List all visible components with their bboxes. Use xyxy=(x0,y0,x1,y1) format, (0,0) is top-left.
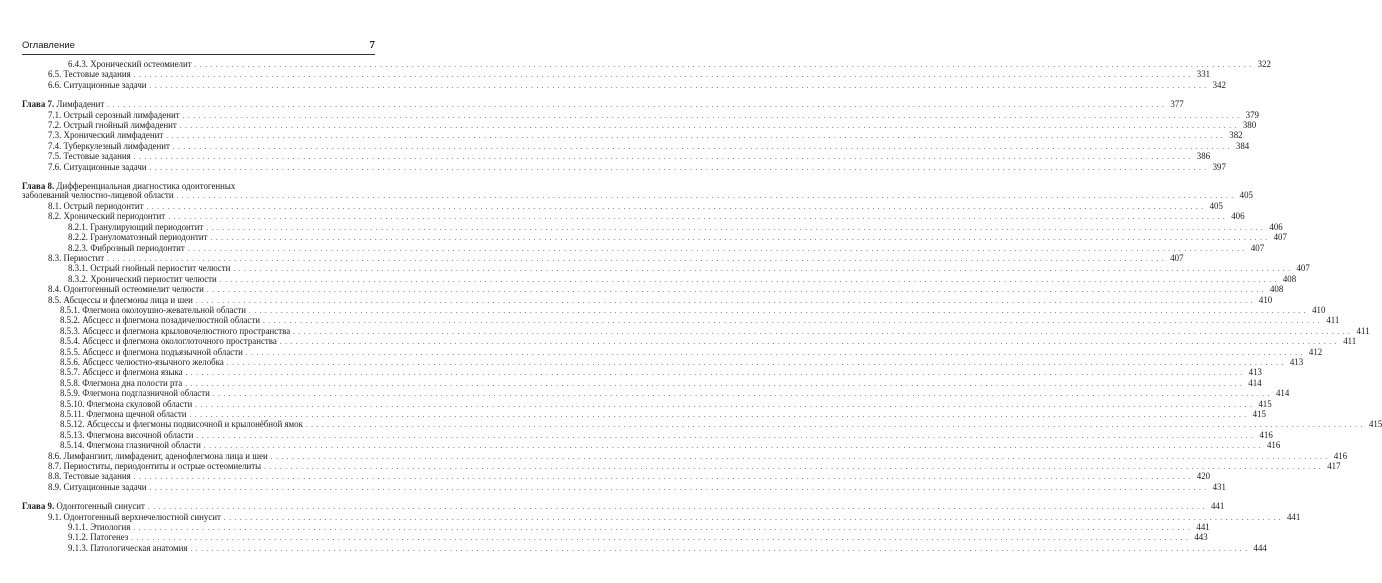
dot-leader: . . . . . . . . . . . . . . . . . . . . . . . . . . . . . . . . . . . . . . . . . . . . . . . . . . . . . . . . . . . . . . . . . . . . . . . . . . . . . . . . . . . . . . . . . . . . . . . . . . . . . . . . . . . . . . . . . . . . . . . . . . . . . . . . . . . . . . . . . . . . . . . . . . . . . . . . . . . . . . . . . . . . . . . . . . . . . . . . . . . . . . . . . . . . . . . . . . . . . . . . xyxy=(131,534,1189,543)
toc-entry[interactable] xyxy=(22,336,1357,347)
toc-entry-label: 8.2.3. Фиброзный периодонтит xyxy=(68,242,185,253)
toc-page-number: 410 xyxy=(1312,304,1326,315)
toc-entry-label: 8.3.2. Хронический периостит челюсти xyxy=(68,273,217,284)
toc-entry-label: 6.6. Ситуационные задачи xyxy=(48,79,147,90)
dot-leader: . . . . . . . . . . . . . . . . . . . . . . . . . . . . . . . . . . . . . . . . . . . . . . . . . . . . . . . . . . . . . . . . . . . . . . . . . . . . . . . . . . . . . . . . . . . . . . . . . . . . . . . . . . . . . . . . . . . . . . . . . . . . . . . . . . . . . . . . . . . . . . . . . . . . . . . . . . . . . . . . . . . . . . . . . . . . . . . . . . . . . . . . . . . . . . . . . . . . . . . . xyxy=(182,111,1240,120)
toc-page-number: 411 xyxy=(1326,315,1340,326)
dot-leader: . . . . . . . . . . . . . . . . . . . . . . . . . . . . . . . . . . . . . . . . . . . . . . . . . . . . . . . . . . . . . . . . . . . . . . . . . . . . . . . . . . . . . . . . . . . . . . . . . . . . . . . . . . . . . . . . . . . . . . . . . . . . . . . . . . . . . . . . . . . . . . . . . . . . . . . . . . . . . . . . . . . . . . . . . . . . . . . . . . . . . . . . . . . . . . . . . . . . . . . . xyxy=(187,244,1246,253)
page-number: 7 xyxy=(369,39,375,51)
chapter-number: Глава 9. xyxy=(22,501,55,512)
dot-leader: . . . . . . . . . . . . . . . . . . . . . . . . . . . . . . . . . . . . . . . . . . . . . . . . . . . . . . . . . . . . . . . . . . . . . . . . . . . . . . . . . . . . . . . . . . . . . . . . . . . . . . . . . . . . . . . . . . . . . . . . . . . . . . . . . . . . . . . . . . . . . . . . . . . . . . . . . . . . . . . . . . . . . . . . . . . . . . . . . . . . . . . . . . . . . . . . . . . . . . . . xyxy=(133,473,1192,482)
dot-leader: . . . . . . . . . . . . . . . . . . . . . . . . . . . . . . . . . . . . . . . . . . . . . . . . . . . . . . . . . . . . . . . . . . . . . . . . . . . . . . . . . . . . . . . . . . . . . . . . . . . . . . . . . . . . . . . . . . . . . . . . . . . . . . . . . . . . . . . . . . . . . . . . . . . . . . . . . . . . . . . . . . . . . . . . . . . . . . . . . . . . . . . . . . . . . . . . . . . . . . . . xyxy=(195,296,1254,305)
dot-leader: . . . . . . . . . . . . . . . . . . . . . . . . . . . . . . . . . . . . . . . . . . . . . . . . . . . . . . . . . . . . . . . . . . . . . . . . . . . . . . . . . . . . . . . . . . . . . . . . . . . . . . . . . . . . . . . . . . . . . . . . . . . . . . . . . . . . . . . . . . . . . . . . . . . . . . . . . . . . . . . . . . . . . . . . . . . . . . . . . . . . . . . . . . . . . . . . . . . . . . . . xyxy=(107,254,1165,263)
toc-page-number: 406 xyxy=(1269,221,1283,232)
dot-leader: . . . . . . . . . . . . . . . . . . . . . . . . . . . . . . . . . . . . . . . . . . . . . . . . . . . . . . . . . . . . . . . . . . . . . . . . . . . . . . . . . . . . . . . . . . . . . . . . . . . . . . . . . . . . . . . . . . . . . . . . . . . . . . . . . . . . . . . . . . . . . . . . . . . . . . . . . . . . . . . . . . . . . . . . . . . . . . . . . . . . . . . . . . . . . . . . . . . . . . . . xyxy=(185,379,1243,388)
toc-entry-label: 8.2.2. Грануломатозный периодонтит xyxy=(68,232,208,243)
dot-leader: . . . . . . . . . . . . . . . . . . . . . . . . . . . . . . . . . . . . . . . . . . . . . . . . . . . . . . . . . . . . . . . . . . . . . . . . . . . . . . . . . . . . . . . . . . . . . . . . . . . . . . . . . . . . . . . . . . . . . . . . . . . . . . . . . . . . . . . . . . . . . . . . . . . . . . . . . . . . . . . . . . . . . . . . . . . . . . . . . . . . . . . . . . . . . . . . . . . . . . . . xyxy=(206,223,1264,232)
dot-leader: . . . . . . . . . . . . . . . . . . . . . . . . . . . . . . . . . . . . . . . . . . . . . . . . . . . . . . . . . . . . . . . . . . . . . . . . . . . . . . . . . . . . . . . . . . . . . . . . . . . . . . . . . . . . . . . . . . . . . . . . . . . . . . . . . . . . . . . . . . . . . . . . . . . . . . . . . . . . . . . . . . . . . . . . . . . . . . . . . . . . . . . . . . . . . . . . . . . . . . . . xyxy=(226,358,1285,367)
toc-entry[interactable] xyxy=(22,232,1287,243)
running-header-title: Оглавление xyxy=(22,40,75,51)
toc-entry[interactable] xyxy=(22,161,1226,173)
toc-entry-label: 9.1.2. Патогенез xyxy=(68,532,129,543)
dot-leader: . . . . . . . . . . . . . . . . . . . . . . . . . . . . . . . . . . . . . . . . . . . . . . . . . . . . . . . . . . . . . . . . . . . . . . . . . . . . . . . . . . . . . . . . . . . . . . . . . . . . . . . . . . . . . . . . . . . . . . . . . . . . . . . . . . . . . . . . . . . . . . . . . . . . . . . . . . . . . . . . . . . . . . . . . . . . . . . . . . . . . . . . . . . . . . . . . . . . . . . . xyxy=(107,101,1165,110)
toc-entry[interactable] xyxy=(22,542,1267,554)
dot-leader: . . . . . . . . . . . . . . . . . . . . . . . . . . . . . . . . . . . . . . . . . . . . . . . . . . . . . . . . . . . . . . . . . . . . . . . . . . . . . . . . . . . . . . . . . . . . . . . . . . . . . . . . . . . . . . . . . . . . . . . . . . . . . . . . . . . . . . . . . . . . . . . . . . . . . . . . . . . . . . . . . . . . . . . . . . . . . . . . . . . . . . . . . . . . . . . . . . . . . . . . xyxy=(179,122,1238,131)
dot-leader: . . . . . . . . . . . . . . . . . . . . . . . . . . . . . . . . . . . . . . . . . . . . . . . . . . . . . . . . . . . . . . . . . . . . . . . . . . . . . . . . . . . . . . . . . . . . . . . . . . . . . . . . . . . . . . . . . . . . . . . . . . . . . . . . . . . . . . . . . . . . . . . . . . . . . . . . . . . . . . . . . . . . . . . . . . . . . . . . . . . . . . . . . . . . . . . . . . . . . . . . xyxy=(219,275,1278,284)
toc-entry-label: 8.9. Ситуационные задачи xyxy=(48,481,147,492)
running-header xyxy=(22,40,375,55)
toc-entry-label: 8.5.13. Флегмона височной области xyxy=(60,429,194,440)
dot-leader: . . . . . . . . . . . . . . . . . . . . . . . . . . . . . . . . . . . . . . . . . . . . . . . . . . . . . . . . . . . . . . . . . . . . . . . . . . . . . . . . . . . . . . . . . . . . . . . . . . . . . . . . . . . . . . . . . . . . . . . . . . . . . . . . . . . . . . . . . . . . . . . . . . . . . . . . . . . . . . . . . . . . . . . . . . . . . . . . . . . . . . . . . . . . . . . . . . . . . . . . xyxy=(305,421,1364,430)
toc-entry-label: 8.5.4. Абсцесс и флегмона окологлоточного пространства xyxy=(60,336,277,347)
toc-entry-label: 8.6. Лимфангиит, лимфаденит, аденофлегмона лица и шеи xyxy=(48,450,268,461)
toc-entry[interactable] xyxy=(22,79,1226,91)
toc-page-number: 431 xyxy=(1212,481,1226,492)
toc-entry-label: 9.1.3. Патологическая анатомия xyxy=(68,542,188,553)
toc-page-number: 410 xyxy=(1258,294,1273,305)
dot-leader: . . . . . . . . . . . . . . . . . . . . . . . . . . . . . . . . . . . . . . . . . . . . . . . . . . . . . . . . . . . . . . . . . . . . . . . . . . . . . . . . . . . . . . . . . . . . . . . . . . . . . . . . . . . . . . . . . . . . . . . . . . . . . . . . . . . . . . . . . . . . . . . . . . . . . . . . . . . . . . . . . . . . . . . . . . . . . . . . . . . . . . . . . . . . . . . . . . . . . . . . xyxy=(189,411,1247,419)
toc-page-number: 416 xyxy=(1259,429,1273,440)
toc-entry-label: 8.3.1. Острый гнойный периостит челюсти xyxy=(68,263,231,274)
chapter-number: Глава 7. xyxy=(22,99,55,110)
toc-page-number: 415 xyxy=(1252,409,1266,419)
dot-leader: . . . . . . . . . . . . . . . . . . . . . . . . . . . . . . . . . . . . . . . . . . . . . . . . . . . . . . . . . . . . . . . . . . . . . . . . . . . . . . . . . . . . . . . . . . . . . . . . . . . . . . . . . . . . . . . . . . . . . . . . . . . . . . . . . . . . . . . . . . . . . . . . . . . . . . . . . . . . . . . . . . . . . . . . . . . . . . . . . . . . . . . . . . . . . . . . . . . . . . . . xyxy=(249,306,1307,315)
dot-leader: . . . . . . . . . . . . . . . . . . . . . . . . . . . . . . . . . . . . . . . . . . . . . . . . . . . . . . . . . . . . . . . . . . . . . . . . . . . . . . . . . . . . . . . . . . . . . . . . . . . . . . . . . . . . . . . . . . . . . . . . . . . . . . . . . . . . . . . . . . . . . . . . . . . . . . . . . . . . . . . . . . . . . . . . . . . . . . . . . . . . . . . . . . . . . . . . . . . . . . . . xyxy=(133,524,1191,533)
toc-entry-label: 8.7. Периоститы, периодонтиты и острые остеомиелиты xyxy=(48,461,262,472)
toc-page-number: 420 xyxy=(1196,471,1211,482)
dot-leader: . . . . . . . . . . . . . . . . . . . . . . . . . . . . . . . . . . . . . . . . . . . . . . . . . . . . . . . . . . . . . . . . . . . . . . . . . . . . . . . . . . . . . . . . . . . . . . . . . . . . . . . . . . . . . . . . . . . . . . . . . . . . . . . . . . . . . . . . . . . . . . . . . . . . . . . . . . . . . . . . . . . . . . . . . . . . . . . . . . . . . . . . . . . . . . . . . . . . . . . . xyxy=(210,234,1268,243)
dot-leader: . . . . . . . . . . . . . . . . . . . . . . . . . . . . . . . . . . . . . . . . . . . . . . . . . . . . . . . . . . . . . . . . . . . . . . . . . . . . . . . . . . . . . . . . . . . . . . . . . . . . . . . . . . . . . . . . . . . . . . . . . . . . . . . . . . . . . . . . . . . . . . . . . . . . . . . . . . . . . . . . . . . . . . . . . . . . . . . . . . . . . . . . . . . . . . . . . . . . . . . . xyxy=(168,213,1226,222)
toc-entry-label: заболеваний челюстно-лицевой области xyxy=(22,190,174,201)
dot-leader: . . . . . . . . . . . . . . . . . . . . . . . . . . . . . . . . . . . . . . . . . . . . . . . . . . . . . . . . . . . . . . . . . . . . . . . . . . . . . . . . . . . . . . . . . . . . . . . . . . . . . . . . . . . . . . . . . . . . . . . . . . . . . . . . . . . . . . . . . . . . . . . . . . . . . . . . . . . . . . . . . . . . . . . . . . . . . . . . . . . . . . . . . . . . . . . . . . . . . . . . xyxy=(270,452,1329,461)
toc-page-number: 444 xyxy=(1253,542,1267,553)
toc-page-number: 416 xyxy=(1333,450,1348,461)
toc-page-number: 407 xyxy=(1250,242,1265,253)
dot-leader: . . . . . . . . . . . . . . . . . . . . . . . . . . . . . . . . . . . . . . . . . . . . . . . . . . . . . . . . . . . . . . . . . . . . . . . . . . . . . . . . . . . . . . . . . . . . . . . . . . . . . . . . . . . . . . . . . . . . . . . . . . . . . . . . . . . . . . . . . . . . . . . . . . . . . . . . . . . . . . . . . . . . . . . . . . . . . . . . . . . . . . . . . . . . . . . . . . . . . . . . xyxy=(195,400,1253,409)
toc-page-number: 441 xyxy=(1196,522,1210,533)
toc-page-number: 406 xyxy=(1231,211,1245,222)
toc-entry-label: 7.2. Острый гнойный лимфаденит xyxy=(48,120,177,131)
dot-leader: . . . . . . . . . . . . . . . . . . . . . . . . . . . . . . . . . . . . . . . . . . . . . . . . . . . . . . . . . . . . . . . . . . . . . . . . . . . . . . . . . . . . . . . . . . . . . . . . . . . . . . . . . . . . . . . . . . . . . . . . . . . . . . . . . . . . . . . . . . . . . . . . . . . . . . . . . . . . . . . . . . . . . . . . . . . . . . . . . . . . . . . . . . . . . . . . . . . . . . . . xyxy=(203,442,1262,451)
dot-leader: . . . . . . . . . . . . . . . . . . . . . . . . . . . . . . . . . . . . . . . . . . . . . . . . . . . . . . . . . . . . . . . . . . . . . . . . . . . . . . . . . . . . . . . . . . . . . . . . . . . . . . . . . . . . . . . . . . . . . . . . . . . . . . . . . . . . . . . . . . . . . . . . . . . . . . . . . . . . . . . . . . . . . . . . . . . . . . . . . . . . . . . . . . . . . . . . . . . . . . . . xyxy=(133,71,1192,80)
dot-leader: . . . . . . . . . . . . . . . . . . . . . . . . . . . . . . . . . . . . . . . . . . . . . . . . . . . . . . . . . . . . . . . . . . . . . . . . . . . . . . . . . . . . . . . . . . . . . . . . . . . . . . . . . . . . . . . . . . . . . . . . . . . . . . . . . . . . . . . . . . . . . . . . . . . . . . . . . . . . . . . . . . . . . . . . . . . . . . . . . . . . . . . . . . . . . . . . . . . . . . . . xyxy=(245,348,1304,357)
toc-page-number: 407 xyxy=(1296,263,1310,274)
toc-page-number: 443 xyxy=(1194,532,1208,543)
toc-entry-label: 8.8. Тестовые задания xyxy=(48,471,131,482)
toc-entry-label: 8.5.11. Флегмона щечной области xyxy=(60,409,187,419)
dot-leader: . . . . . . . . . . . . . . . . . . . . . . . . . . . . . . . . . . . . . . . . . . . . . . . . . . . . . . . . . . . . . . . . . . . . . . . . . . . . . . . . . . . . . . . . . . . . . . . . . . . . . . . . . . . . . . . . . . . . . . . . . . . . . . . . . . . . . . . . . . . . . . . . . . . . . . . . . . . . . . . . . . . . . . . . . . . . . . . . . . . . . . . . . . . . . . . . . . . . . . . . xyxy=(223,513,1282,522)
toc-entry-label: 7.5. Тестовые задания xyxy=(48,151,131,162)
toc-entry-label: 7.3. Хронический лимфаденит xyxy=(48,130,164,141)
toc-page-number: 417 xyxy=(1327,461,1341,472)
toc-page-number: 331 xyxy=(1196,69,1211,80)
toc-entry-label: 6.5. Тестовые задания xyxy=(48,69,131,80)
toc-page-number: 412 xyxy=(1308,346,1323,357)
toc-entry-label: 8.2. Хронический периодонтит xyxy=(48,211,166,222)
toc-entry-label: 9.1.1. Этиология xyxy=(68,522,131,533)
toc-page-number: 441 xyxy=(1286,511,1301,522)
toc-page-number: 408 xyxy=(1282,273,1297,284)
toc-entry-label xyxy=(22,100,105,109)
dot-leader: . . . . . . . . . . . . . . . . . . . . . . . . . . . . . . . . . . . . . . . . . . . . . . . . . . . . . . . . . . . . . . . . . . . . . . . . . . . . . . . . . . . . . . . . . . . . . . . . . . . . . . . . . . . . . . . . . . . . . . . . . . . . . . . . . . . . . . . . . . . . . . . . . . . . . . . . . . . . . . . . . . . . . . . . . . . . . . . . . . . . . . . . . . . . . . . . . . . . . . . . xyxy=(185,369,1243,378)
toc-page-number: 411 xyxy=(1356,325,1370,336)
toc-entry-label: 9.1. Одонтогенный верхнечелюстной синусит xyxy=(48,511,221,522)
toc-entry-label: 8.2.1. Гранулирующий периодонтит xyxy=(68,221,204,232)
toc-page-number: 405 xyxy=(1239,190,1253,201)
toc-page-number: 397 xyxy=(1212,161,1226,172)
toc-page-number: 415 xyxy=(1258,398,1272,409)
toc-entry-label: 8.4. Одонтогенный остеомиелит челюсти xyxy=(48,284,204,295)
toc-entry-label: 8.5.9. Флегмона подглазничной области xyxy=(60,388,210,399)
toc-entry-label: 7.6. Ситуационные задачи xyxy=(48,161,147,172)
dot-leader: . . . . . . . . . . . . . . . . . . . . . . . . . . . . . . . . . . . . . . . . . . . . . . . . . . . . . . . . . . . . . . . . . . . . . . . . . . . . . . . . . . . . . . . . . . . . . . . . . . . . . . . . . . . . . . . . . . . . . . . . . . . . . . . . . . . . . . . . . . . . . . . . . . . . . . . . . . . . . . . . . . . . . . . . . . . . . . . . . . . . . . . . . . . . . . . . . . . . . . . . xyxy=(176,192,1234,201)
toc-entry-label: 8.5.2. Абсцесс и флегмона позадичелюстной области xyxy=(60,315,260,326)
dot-leader: . . . . . . . . . . . . . . . . . . . . . . . . . . . . . . . . . . . . . . . . . . . . . . . . . . . . . . . . . . . . . . . . . . . . . . . . . . . . . . . . . . . . . . . . . . . . . . . . . . . . . . . . . . . . . . . . . . . . . . . . . . . . . . . . . . . . . . . . . . . . . . . . . . . . . . . . . . . . . . . . . . . . . . . . . . . . . . . . . . . . . . . . . . . . . . . . . . . . . . . . xyxy=(279,338,1338,347)
toc-page-number: 384 xyxy=(1235,140,1250,151)
dot-leader: . . . . . . . . . . . . . . . . . . . . . . . . . . . . . . . . . . . . . . . . . . . . . . . . . . . . . . . . . . . . . . . . . . . . . . . . . . . . . . . . . . . . . . . . . . . . . . . . . . . . . . . . . . . . . . . . . . . . . . . . . . . . . . . . . . . . . . . . . . . . . . . . . . . . . . . . . . . . . . . . . . . . . . . . . . . . . . . . . . . . . . . . . . . . . . . . . . . . . . . . xyxy=(166,132,1224,141)
chapter-number: Глава 8. xyxy=(22,181,55,192)
toc-page-number: 408 xyxy=(1269,284,1284,295)
dot-leader: . . . . . . . . . . . . . . . . . . . . . . . . . . . . . . . . . . . . . . . . . . . . . . . . . . . . . . . . . . . . . . . . . . . . . . . . . . . . . . . . . . . . . . . . . . . . . . . . . . . . . . . . . . . . . . . . . . . . . . . . . . . . . . . . . . . . . . . . . . . . . . . . . . . . . . . . . . . . . . . . . . . . . . . . . . . . . . . . . . . . . . . . . . . . . . . . . . . . . . . . xyxy=(133,153,1192,162)
toc-page-number: 386 xyxy=(1196,151,1211,162)
toc-page-number: 407 xyxy=(1273,232,1287,243)
toc-entry-label: 8.5.5. Абсцесс и флегмона подъязычной области xyxy=(60,346,243,357)
chapter-title: Одонтогенный синусит xyxy=(54,501,145,512)
dot-leader: . . . . . . . . . . . . . . . . . . . . . . . . . . . . . . . . . . . . . . . . . . . . . . . . . . . . . . . . . . . . . . . . . . . . . . . . . . . . . . . . . . . . . . . . . . . . . . . . . . . . . . . . . . . . . . . . . . . . . . . . . . . . . . . . . . . . . . . . . . . . . . . . . . . . . . . . . . . . . . . . . . . . . . . . . . . . . . . . . . . . . . . . . . . . . . . . . . . . . . . . xyxy=(147,503,1206,512)
toc-entry-label: 8.5.3. Абсцесс и флегмона крыловочелюстного пространства xyxy=(60,325,291,336)
toc-entry-label: 8.5. Абсцессы и флегмоны лица и шеи xyxy=(48,294,193,305)
toc-page-number: 322 xyxy=(1257,59,1271,69)
toc-entry-label: 7.1. Острый серозный лимфаденит xyxy=(48,109,180,120)
dot-leader: . . . . . . . . . . . . . . . . . . . . . . . . . . . . . . . . . . . . . . . . . . . . . . . . . . . . . . . . . . . . . . . . . . . . . . . . . . . . . . . . . . . . . . . . . . . . . . . . . . . . . . . . . . . . . . . . . . . . . . . . . . . . . . . . . . . . . . . . . . . . . . . . . . . . . . . . . . . . . . . . . . . . . . . . . . . . . . . . . . . . . . . . . . . . . . . . . . . . . . . . xyxy=(196,431,1254,440)
dot-leader: . . . . . . . . . . . . . . . . . . . . . . . . . . . . . . . . . . . . . . . . . . . . . . . . . . . . . . . . . . . . . . . . . . . . . . . . . . . . . . . . . . . . . . . . . . . . . . . . . . . . . . . . . . . . . . . . . . . . . . . . . . . . . . . . . . . . . . . . . . . . . . . . . . . . . . . . . . . . . . . . . . . . . . . . . . . . . . . . . . . . . . . . . . . . . . . . . . . . . . . . xyxy=(149,163,1207,172)
toc-entry-label: 8.1. Острый периодонтит xyxy=(48,200,144,211)
toc-page-number: 413 xyxy=(1248,367,1262,378)
toc-page-number: 415 xyxy=(1368,419,1382,430)
toc-page-number: 416 xyxy=(1266,440,1281,451)
dot-leader: . . . . . . . . . . . . . . . . . . . . . . . . . . . . . . . . . . . . . . . . . . . . . . . . . . . . . . . . . . . . . . . . . . . . . . . . . . . . . . . . . . . . . . . . . . . . . . . . . . . . . . . . . . . . . . . . . . . . . . . . . . . . . . . . . . . . . . . . . . . . . . . . . . . . . . . . . . . . . . . . . . . . . . . . . . . . . . . . . . . . . . . . . . . . . . . . . . . . . . . . xyxy=(262,317,1321,326)
toc-entry-label: 8.5.14. Флегмона глазничной области xyxy=(60,440,201,451)
toc-page-number: 405 xyxy=(1209,200,1223,211)
dot-leader: . . . . . . . . . . . . . . . . . . . . . . . . . . . . . . . . . . . . . . . . . . . . . . . . . . . . . . . . . . . . . . . . . . . . . . . . . . . . . . . . . . . . . . . . . . . . . . . . . . . . . . . . . . . . . . . . . . . . . . . . . . . . . . . . . . . . . . . . . . . . . . . . . . . . . . . . . . . . . . . . . . . . . . . . . . . . . . . . . . . . . . . . . . . . . . . . . . . . . . . . xyxy=(293,327,1351,336)
chapter-title: Дифференциальная диагностика одонтогенных xyxy=(54,181,236,192)
dot-leader: . . . . . . . . . . . . . . . . . . . . . . . . . . . . . . . . . . . . . . . . . . . . . . . . . . . . . . . . . . . . . . . . . . . . . . . . . . . . . . . . . . . . . . . . . . . . . . . . . . . . . . . . . . . . . . . . . . . . . . . . . . . . . . . . . . . . . . . . . . . . . . . . . . . . . . . . . . . . . . . . . . . . . . . . . . . . . . . . . . . . . . . . . . . . . . . . . . . . . . . . xyxy=(190,544,1248,553)
table-of-contents xyxy=(22,59,1382,554)
toc-entry-label: 8.3. Периостит xyxy=(48,252,105,263)
dot-leader: . . . . . . . . . . . . . . . . . . . . . . . . . . . . . . . . . . . . . . . . . . . . . . . . . . . . . . . . . . . . . . . . . . . . . . . . . . . . . . . . . . . . . . . . . . . . . . . . . . . . . . . . . . . . . . . . . . . . . . . . . . . . . . . . . . . . . . . . . . . . . . . . . . . . . . . . . . . . . . . . . . . . . . . . . . . . . . . . . . . . . . . . . . . . . . . . . . . . . . . . xyxy=(206,286,1265,295)
dot-leader: . . . . . . . . . . . . . . . . . . . . . . . . . . . . . . . . . . . . . . . . . . . . . . . . . . . . . . . . . . . . . . . . . . . . . . . . . . . . . . . . . . . . . . . . . . . . . . . . . . . . . . . . . . . . . . . . . . . . . . . . . . . . . . . . . . . . . . . . . . . . . . . . . . . . . . . . . . . . . . . . . . . . . . . . . . . . . . . . . . . . . . . . . . . . . . . . . . . . . . . . xyxy=(194,61,1252,69)
toc-page-number: 382 xyxy=(1229,130,1243,141)
chapter-title: Лимфаденит xyxy=(54,99,105,110)
dot-leader: . . . . . . . . . . . . . . . . . . . . . . . . . . . . . . . . . . . . . . . . . . . . . . . . . . . . . . . . . . . . . . . . . . . . . . . . . . . . . . . . . . . . . . . . . . . . . . . . . . . . . . . . . . . . . . . . . . . . . . . . . . . . . . . . . . . . . . . . . . . . . . . . . . . . . . . . . . . . . . . . . . . . . . . . . . . . . . . . . . . . . . . . . . . . . . . . . . . . . . . . xyxy=(264,463,1322,472)
toc-entry-label: 7.4. Туберкулезный лимфаденит xyxy=(48,140,170,151)
toc-page-number: 441 xyxy=(1210,501,1225,512)
dot-leader: . . . . . . . . . . . . . . . . . . . . . . . . . . . . . . . . . . . . . . . . . . . . . . . . . . . . . . . . . . . . . . . . . . . . . . . . . . . . . . . . . . . . . . . . . . . . . . . . . . . . . . . . . . . . . . . . . . . . . . . . . . . . . . . . . . . . . . . . . . . . . . . . . . . . . . . . . . . . . . . . . . . . . . . . . . . . . . . . . . . . . . . . . . . . . . . . . . . . . . . . xyxy=(149,483,1207,492)
toc-page-number: 380 xyxy=(1242,120,1257,131)
toc-entry-label: 6.4.3. Хронический остеомиелит xyxy=(68,59,192,69)
toc-page-number: 411 xyxy=(1343,336,1357,347)
toc-entry-label: 8.5.8. Флегмона дна полости рта xyxy=(60,377,183,388)
toc-page-number: 379 xyxy=(1245,109,1259,120)
toc-page-number: 342 xyxy=(1212,79,1226,90)
dot-leader: . . . . . . . . . . . . . . . . . . . . . . . . . . . . . . . . . . . . . . . . . . . . . . . . . . . . . . . . . . . . . . . . . . . . . . . . . . . . . . . . . . . . . . . . . . . . . . . . . . . . . . . . . . . . . . . . . . . . . . . . . . . . . . . . . . . . . . . . . . . . . . . . . . . . . . . . . . . . . . . . . . . . . . . . . . . . . . . . . . . . . . . . . . . . . . . . . . . . . . . . xyxy=(149,81,1207,90)
dot-leader: . . . . . . . . . . . . . . . . . . . . . . . . . . . . . . . . . . . . . . . . . . . . . . . . . . . . . . . . . . . . . . . . . . . . . . . . . . . . . . . . . . . . . . . . . . . . . . . . . . . . . . . . . . . . . . . . . . . . . . . . . . . . . . . . . . . . . . . . . . . . . . . . . . . . . . . . . . . . . . . . . . . . . . . . . . . . . . . . . . . . . . . . . . . . . . . . . . . . . . . . xyxy=(212,390,1271,399)
toc-entry-label: 8.5.6. Абсцесс челюстно-язычного желобка xyxy=(60,356,224,367)
toc-entry-label xyxy=(22,502,146,511)
toc-page-number: 414 xyxy=(1248,377,1262,388)
toc-entry[interactable] xyxy=(22,284,1284,295)
toc-entry-label: 8.5.7. Абсцесс и флегмона языка xyxy=(60,367,183,378)
toc-page-number: 414 xyxy=(1275,388,1290,399)
toc-entry[interactable] xyxy=(22,481,1226,493)
dot-leader: . . . . . . . . . . . . . . . . . . . . . . . . . . . . . . . . . . . . . . . . . . . . . . . . . . . . . . . . . . . . . . . . . . . . . . . . . . . . . . . . . . . . . . . . . . . . . . . . . . . . . . . . . . . . . . . . . . . . . . . . . . . . . . . . . . . . . . . . . . . . . . . . . . . . . . . . . . . . . . . . . . . . . . . . . . . . . . . . . . . . . . . . . . . . . . . . . . . . . . . . xyxy=(172,142,1231,151)
toc-entry-label: 8.5.10. Флегмона скуловой области xyxy=(60,398,193,409)
toc-page-number: 413 xyxy=(1289,356,1304,367)
toc-page-number: 377 xyxy=(1170,99,1184,110)
toc-entry-label: 8.5.1. Флегмона околоушно-жевательной области xyxy=(60,304,247,315)
toc-entry-label: 8.5.12. Абсцессы и флегмоны подвисочной и крылонёбной ямок xyxy=(60,419,303,430)
dot-leader: . . . . . . . . . . . . . . . . . . . . . . . . . . . . . . . . . . . . . . . . . . . . . . . . . . . . . . . . . . . . . . . . . . . . . . . . . . . . . . . . . . . . . . . . . . . . . . . . . . . . . . . . . . . . . . . . . . . . . . . . . . . . . . . . . . . . . . . . . . . . . . . . . . . . . . . . . . . . . . . . . . . . . . . . . . . . . . . . . . . . . . . . . . . . . . . . . . . . . . . . xyxy=(233,265,1291,274)
toc-page-number: 407 xyxy=(1170,252,1184,263)
dot-leader: . . . . . . . . . . . . . . . . . . . . . . . . . . . . . . . . . . . . . . . . . . . . . . . . . . . . . . . . . . . . . . . . . . . . . . . . . . . . . . . . . . . . . . . . . . . . . . . . . . . . . . . . . . . . . . . . . . . . . . . . . . . . . . . . . . . . . . . . . . . . . . . . . . . . . . . . . . . . . . . . . . . . . . . . . . . . . . . . . . . . . . . . . . . . . . . . . . . . . . . . xyxy=(146,202,1204,211)
